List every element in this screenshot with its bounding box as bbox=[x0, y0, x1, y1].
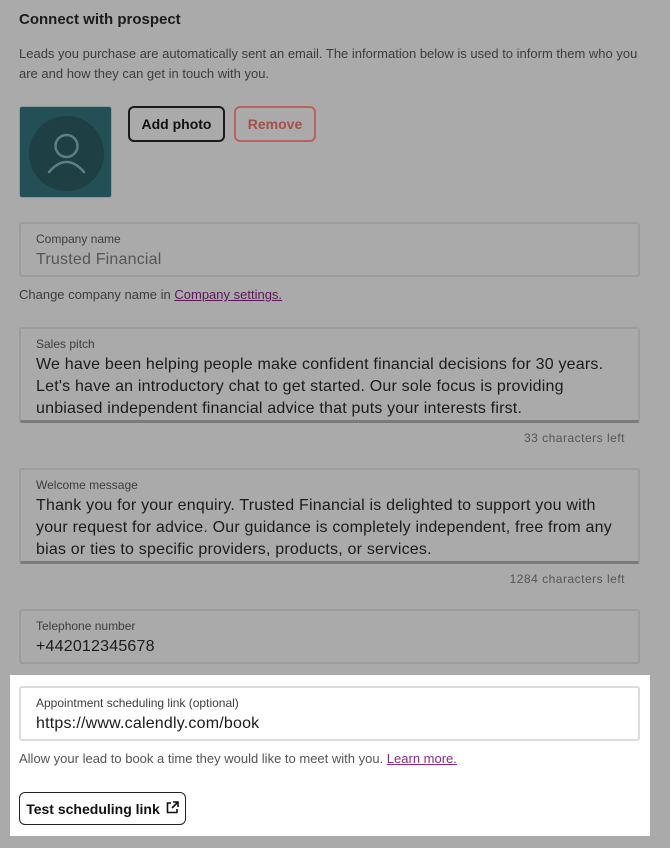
scheduling-note bbox=[19, 751, 457, 766]
company-settings-link[interactable]: Company settings. bbox=[174, 287, 283, 302]
company-note-text: Change company name in bbox=[19, 287, 175, 302]
company-name-value: Trusted Financial bbox=[36, 251, 162, 268]
telephone-label: Telephone number bbox=[36, 619, 136, 633]
sales-pitch-textarea[interactable] bbox=[19, 327, 640, 423]
learn-more-link[interactable]: Learn more. bbox=[386, 751, 457, 766]
add-photo-button[interactable]: Add photo bbox=[128, 106, 225, 142]
scheduling-link-label: Appointment scheduling link (optional) bbox=[36, 696, 239, 710]
test-scheduling-link-label: Test scheduling link bbox=[26, 800, 160, 817]
remove-photo-button[interactable]: Remove bbox=[234, 106, 316, 142]
telephone-field[interactable] bbox=[19, 609, 640, 664]
avatar bbox=[19, 106, 112, 198]
sales-pitch-label: Sales pitch bbox=[36, 337, 95, 351]
user-icon bbox=[29, 116, 104, 191]
sales-pitch-value: We have been helping people make confident financial decisions for 30 years. Let's have an introductory chat to get started. Our sole focus is providing unbiased independent financial advice that puts your interests first. bbox=[36, 356, 604, 417]
scheduling-link-field[interactable] bbox=[19, 686, 640, 741]
company-name-label: Company name bbox=[36, 232, 121, 246]
telephone-value: +442012345678 bbox=[36, 638, 155, 655]
scheduling-link-value: https://www.calendly.com/book bbox=[36, 715, 260, 732]
company-name-field[interactable] bbox=[19, 222, 640, 277]
company-name-note bbox=[19, 287, 282, 302]
section-description: Leads you purchase are automatically sent an email. The information below is used to inform them who you are and how they can get in touch with you. bbox=[19, 46, 638, 81]
external-link-icon bbox=[166, 801, 179, 817]
section-title: Connect with prospect bbox=[19, 11, 181, 28]
welcome-message-counter: 1284 characters left bbox=[509, 572, 625, 586]
welcome-message-value: Thank you for your enquiry. Trusted Financial is delighted to support you with your request for advice. Our guidance is completely independent, free from any bias or ties to specific providers, products, or services. bbox=[36, 497, 612, 558]
welcome-message-label: Welcome message bbox=[36, 478, 138, 492]
scheduling-note-text: Allow your lead to book a time they would like to meet with you. bbox=[19, 751, 387, 766]
sales-pitch-counter: 33 characters left bbox=[523, 431, 625, 445]
test-scheduling-link-button[interactable] bbox=[19, 792, 186, 825]
welcome-message-textarea[interactable] bbox=[19, 468, 640, 564]
